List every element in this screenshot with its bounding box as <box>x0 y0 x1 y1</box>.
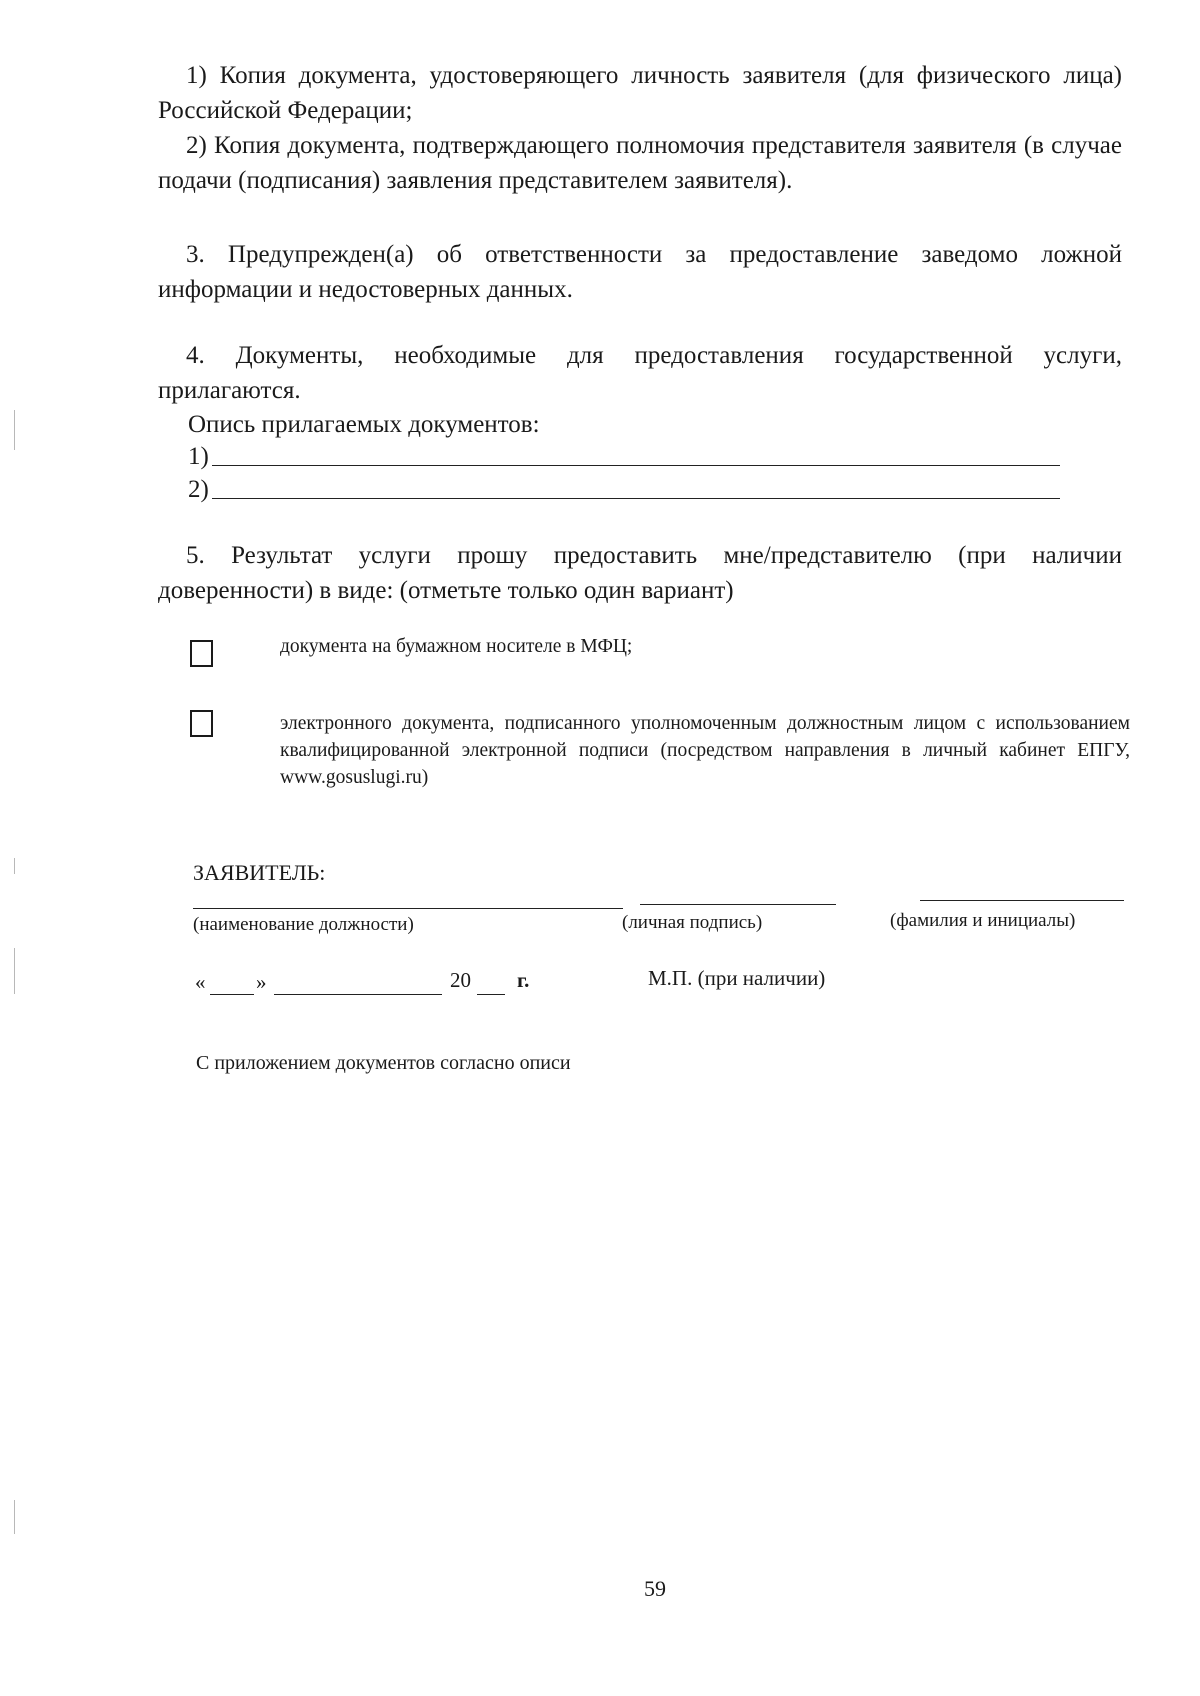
seal-note: М.П. (при наличии) <box>648 966 826 990</box>
signature-caption: (личная подпись) <box>622 912 763 933</box>
inventory-entry-1-number: 1) <box>188 443 209 470</box>
date-open-quote: « <box>195 970 206 994</box>
inventory-entry-2-line[interactable] <box>212 498 1060 499</box>
option-electronic-label: электронного документа, подписанного уполномоченным должностным лицом с использованием квалифицированной электронной подписи (посредством направления в личный кабинет ЕПГУ, www.gosuslugi.ru) <box>280 713 1130 788</box>
date-close-quote: » <box>256 970 267 994</box>
section-3-warning: 3. Предупрежден(а) об ответственности за предоставление заведомо ложной информации и недостоверных данных. <box>158 241 1122 303</box>
name-line[interactable] <box>920 900 1124 901</box>
option-paper-mfc-label: документа на бумажном носителе в МФЦ; <box>280 636 633 657</box>
date-month-line[interactable] <box>274 994 442 995</box>
position-line[interactable] <box>193 908 623 909</box>
name-caption: (фамилия и инициалы) <box>890 910 1076 931</box>
scan-margin-mark <box>14 858 15 874</box>
signature-line[interactable] <box>640 904 836 905</box>
paper-mfc-checkbox[interactable] <box>190 640 213 667</box>
year-suffix: г. <box>517 968 530 992</box>
section-4-documents: 4. Документы, необходимые для предоставления государственной услуги, прилагаются. <box>158 342 1122 404</box>
scan-margin-mark <box>14 410 15 450</box>
scan-margin-mark <box>14 948 15 994</box>
inventory-label: Опись прилагаемых документов: <box>188 411 540 438</box>
document-item-1: 1) Копия документа, удостоверяющего личность заявителя (для физического лица) Российской Федерации; <box>158 62 1122 124</box>
date-year-line[interactable] <box>477 994 505 995</box>
applicant-heading: ЗАЯВИТЕЛЬ: <box>193 860 326 885</box>
electronic-document-checkbox[interactable] <box>190 710 213 737</box>
section-5-result-delivery: 5. Результат услуги прошу предоставить мне/представителю (при наличии доверенности) в виде: (отметьте только один вариант) <box>158 542 1122 604</box>
scan-margin-mark <box>14 1500 15 1534</box>
position-caption: (наименование должности) <box>193 914 414 935</box>
date-day-line[interactable] <box>210 994 254 995</box>
year-prefix: 20 <box>450 968 471 992</box>
inventory-entry-1-line[interactable] <box>212 465 1060 466</box>
inventory-entry-2-number: 2) <box>188 476 209 503</box>
page-number: 59 <box>644 1576 666 1601</box>
document-item-2: 2) Копия документа, подтверждающего полномочия представителя заявителя (в случае подачи (подписания) заявления представителем заявителя). <box>158 132 1122 194</box>
attachments-note: С приложением документов согласно описи <box>196 1052 571 1074</box>
